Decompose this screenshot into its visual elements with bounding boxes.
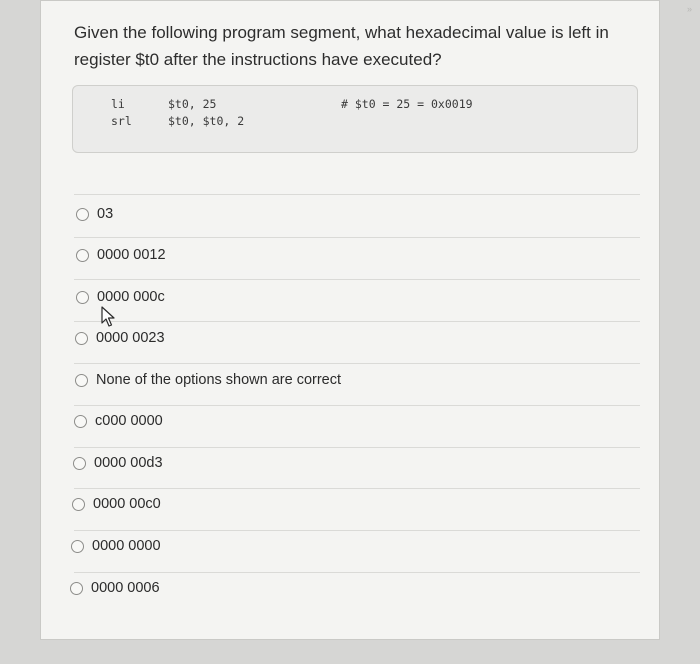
option-label: 03 [97, 206, 114, 222]
radio-button[interactable] [76, 208, 89, 221]
code-block [72, 85, 638, 153]
option-6[interactable] [74, 409, 163, 433]
divider [74, 488, 640, 489]
option-label: 0000 0000 [92, 538, 161, 554]
radio-button[interactable] [74, 415, 87, 428]
option-3[interactable] [76, 285, 165, 309]
option-7[interactable] [73, 451, 163, 475]
option-2[interactable] [76, 243, 166, 267]
option-10[interactable] [70, 576, 160, 600]
radio-button[interactable] [72, 498, 85, 511]
option-label: 0000 00d3 [94, 455, 163, 471]
divider [74, 572, 640, 573]
mouse-pointer-icon [98, 306, 118, 328]
question-text: Given the following program segment, what hexadecimal value is left in register $t0 after the instructions have executed? [74, 23, 609, 69]
code-instruction: srl [111, 114, 132, 128]
option-label: 0000 000c [97, 289, 165, 305]
radio-button[interactable] [76, 249, 89, 262]
corner-mark: » [686, 4, 692, 14]
radio-button[interactable] [70, 582, 83, 595]
code-line [73, 114, 637, 130]
code-operands: $t0, $t0, 2 [168, 114, 245, 128]
code-comment: # $t0 = 25 = 0x0019 [341, 97, 473, 111]
divider [74, 279, 640, 280]
code-line [73, 97, 637, 113]
option-label: None of the options shown are correct [96, 372, 342, 388]
code-operands: $t0, 25 [168, 97, 217, 111]
radio-button[interactable] [75, 332, 88, 345]
option-label: 0000 00c0 [93, 496, 161, 512]
divider [74, 321, 640, 322]
radio-button[interactable] [76, 291, 89, 304]
divider [74, 363, 640, 364]
radio-button[interactable] [73, 457, 86, 470]
radio-button[interactable] [71, 540, 84, 553]
option-9[interactable] [71, 534, 161, 558]
option-1[interactable] [76, 202, 113, 226]
divider [74, 194, 640, 195]
code-instruction: li [111, 97, 125, 111]
option-label: 0000 0006 [91, 580, 160, 596]
option-5[interactable] [75, 368, 341, 392]
option-label: 0000 0012 [97, 247, 166, 263]
option-8[interactable] [72, 492, 161, 516]
divider [74, 447, 640, 448]
option-label: 0000 0023 [96, 330, 165, 346]
question-card [40, 0, 660, 640]
option-label: c000 0000 [95, 413, 163, 429]
divider [74, 530, 640, 531]
divider [74, 405, 640, 406]
radio-button[interactable] [75, 374, 88, 387]
divider [74, 237, 640, 238]
option-4[interactable] [75, 326, 165, 350]
